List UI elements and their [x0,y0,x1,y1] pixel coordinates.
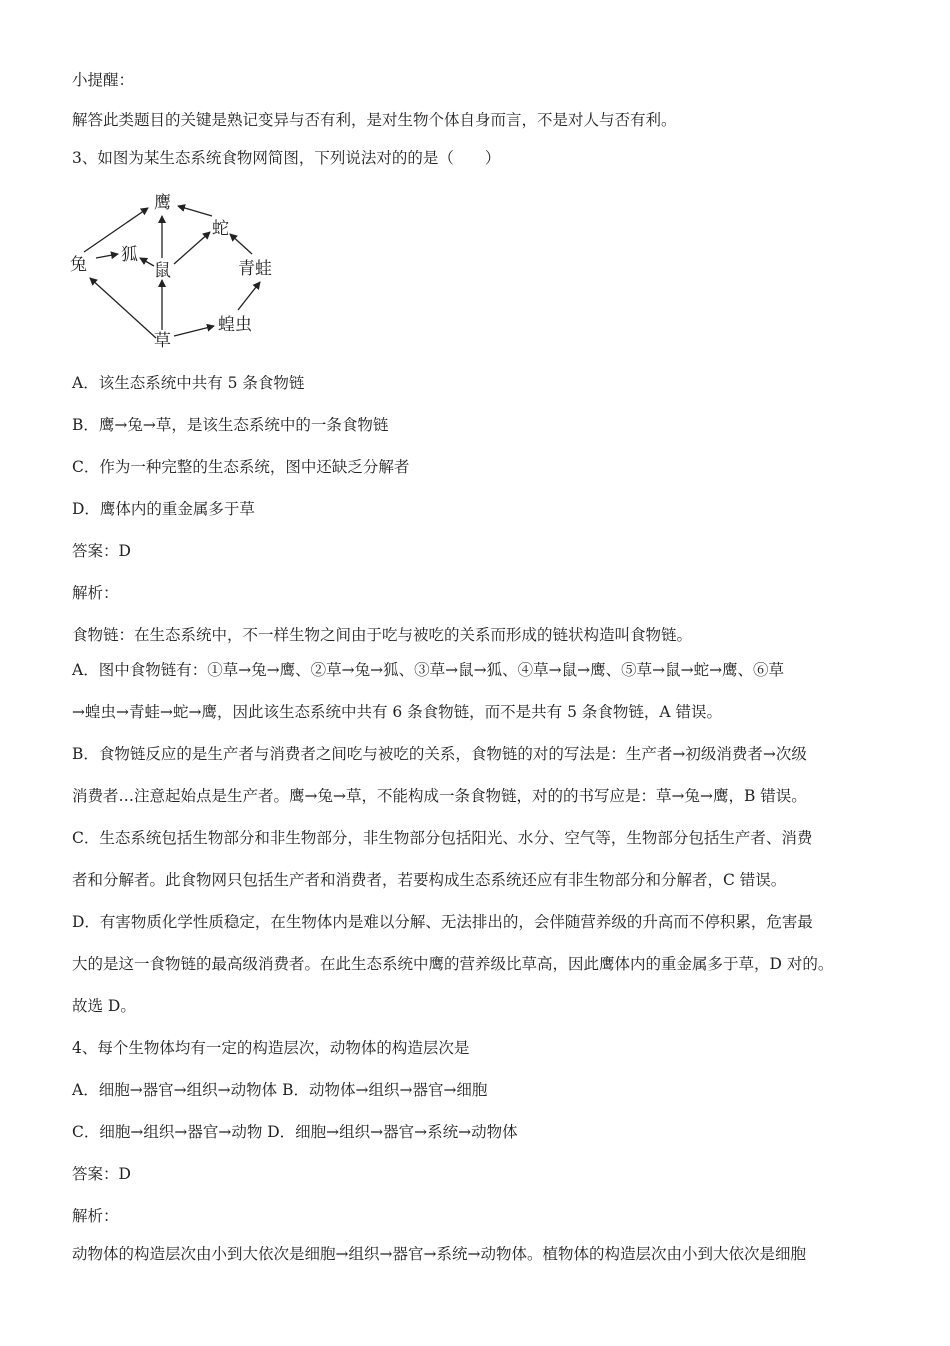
text-line: 大的是这一食物链的最高级消费者。在此生态系统中鹰的营养级比草高，因此鹰体内的重金属多于草，D 对的。 [72,955,834,973]
food-web-diagram [66,186,286,356]
option-a: A．该生态系统中共有 5 条食物链 [72,374,305,392]
question-4: 4、每个生物体均有一定的构造层次，动物体的构造层次是 [72,1039,470,1057]
options-ab: A．细胞→器官→组织→动物体 B．动物体→组织→器官→细胞 [72,1081,488,1099]
option-d: D．鹰体内的重金属多于草 [72,500,255,518]
arrow-grass-rabbit [90,278,156,338]
arrow-grass-locust [174,326,214,336]
node-rabbit: 兔 [70,255,87,275]
answer: 答案：D [72,542,131,560]
arrow-mouse-fox [140,258,154,266]
arrow-rabbit-fox [96,254,118,258]
option-c: C．作为一种完整的生态系统，图中还缺乏分解者 [72,458,410,476]
analysis-heading: 解析： [72,584,119,602]
text-line: D．有害物质化学性质稳定，在生物体内是难以分解、无法排出的，会伴随营养级的升高而不停积累，危害最 [72,913,813,931]
option-b: B．鹰→兔→草，是该生态系统中的一条食物链 [72,416,389,434]
text-line: A．图中食物链有：①草→兔→鹰、②草→兔→狐、③草→鼠→狐、④草→鼠→鹰、⑤草→鼠→蛇→鹰、⑥草 [72,661,785,679]
question-3: 3、如图为某生态系统食物网简图，下列说法对的的是（ ） [72,149,501,167]
text-line: B．食物链反应的是生产者与消费者之间吃与被吃的关系，食物链的对的写法是：生产者→初级消费者→次级 [72,745,807,763]
text-line: 者和分解者。此食物网只包括生产者和消费者，若要构成生态系统还应有非生物部分和分解者，C 错误。 [72,871,787,889]
arrow-rabbit-eagle [84,208,148,252]
arrow-snake-eagle [178,206,212,216]
node-grass: 草 [154,331,171,351]
arrow-mouse-snake [174,232,210,264]
text-line: 解答此类题目的关键是熟记变异与否有利，是对生物个体自身而言，不是对人与否有利。 [72,111,677,129]
node-mouse: 鼠 [154,261,171,281]
text-line: C．生态系统包括生物部分和非生物部分，非生物部分包括阳光、水分、空气等，生物部分包括生产者、消费 [72,829,813,847]
node-locust: 蝗虫 [218,315,252,335]
text-line: 消费者…注意起始点是生产者。鹰→兔→草，不能构成一条食物链，对的的书写应是：草→兔→鹰，B 错误。 [72,787,807,805]
options-cd: C．细胞→组织→器官→动物 D．细胞→组织→器官→系统→动物体 [72,1123,518,1141]
text-line: 小提醒： [72,71,135,89]
text-line: 动物体的构造层次由小到大依次是细胞→组织→器官→系统→动物体。植物体的构造层次由小到大依次是细胞 [72,1245,806,1263]
node-fox: 狐 [121,245,138,265]
analysis-heading: 解析： [72,1207,119,1225]
text-line: →蝗虫→青蛙→蛇→鹰，因此该生态系统中共有 6 条食物链，而不是共有 5 条食物链，A 错误。 [72,703,723,721]
node-eagle: 鹰 [154,193,171,213]
arrow-locust-frog [238,282,260,310]
text-line: 食物链：在生态系统中，不一样生物之间由于吃与被吃的关系而形成的链状构造叫食物链。 [72,626,693,644]
text-line: 故选 D。 [72,997,136,1015]
arrow-frog-snake [230,234,252,254]
node-frog: 青蛙 [238,259,272,279]
answer: 答案：D [72,1165,131,1183]
node-snake: 蛇 [212,219,229,239]
